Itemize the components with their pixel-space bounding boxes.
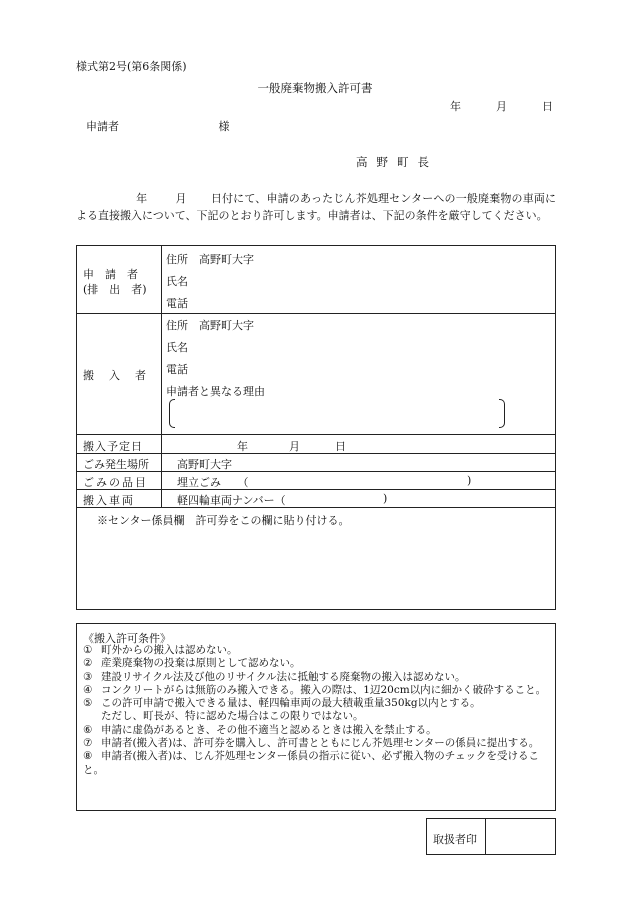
origin-label: ごみ発生場所 bbox=[83, 458, 149, 471]
conditions-list bbox=[83, 644, 553, 777]
form-number: 様式第2号(第6条関係) bbox=[76, 60, 187, 73]
applicant-name: 氏名 bbox=[166, 275, 188, 288]
carrier-phone: 電話 bbox=[166, 363, 188, 376]
origin-value: 高野町大字 bbox=[177, 458, 232, 471]
scheduled-day: 日 bbox=[335, 440, 346, 453]
item-close: ) bbox=[467, 474, 472, 487]
applicant-row-sublabel: (排 出 者) bbox=[83, 283, 147, 296]
applicant-phone: 電話 bbox=[166, 297, 188, 310]
vehicle-close: ) bbox=[383, 492, 388, 505]
carrier-address: 住所 高野町大字 bbox=[166, 319, 254, 332]
condition-item: ⑧ 申請者(搬入者)は、じん芥処理センター係員の指示に従い、必ず搬入物のチェックを受けること。 bbox=[83, 750, 539, 776]
intro-text bbox=[76, 190, 556, 224]
reason-bracket-open bbox=[169, 399, 175, 428]
permit-table bbox=[76, 245, 556, 610]
scheduled-month: 月 bbox=[289, 440, 300, 453]
date-day: 日 bbox=[542, 100, 553, 113]
carrier-reason-label: 申請者と異なる理由 bbox=[166, 385, 265, 398]
condition-item: ⑦ 申請者(搬入者)は、許可券を購入し、許可書とともにじん芥処理センターの係員に提出する。 bbox=[83, 737, 540, 750]
issuer: 高野町長 bbox=[356, 155, 438, 169]
date-month: 月 bbox=[496, 100, 507, 113]
carrier-name: 氏名 bbox=[166, 341, 188, 354]
conditions-title: 《搬入許可条件》 bbox=[83, 632, 171, 645]
handler-stamp-label: 取扱者印 bbox=[433, 833, 477, 846]
issue-date bbox=[450, 98, 553, 114]
condition-item: ② 産業廃棄物の投棄は原則として認めない。 bbox=[83, 657, 301, 670]
condition-item: ① 町外からの搬入は認めない。 bbox=[83, 644, 238, 656]
vehicle-label: 搬入車両 bbox=[83, 494, 135, 507]
permit-conditions bbox=[76, 623, 556, 811]
scheduled-date-label: 搬入予定日 bbox=[83, 440, 143, 453]
date-year: 年 bbox=[450, 100, 461, 113]
intro-month: 月 bbox=[175, 192, 187, 205]
carrier-row-label: 搬 入 者 bbox=[83, 369, 148, 382]
vehicle-value: 軽四輪車両ナンバー（ bbox=[177, 494, 286, 507]
applicant-label: 申請者 bbox=[86, 120, 119, 133]
scheduled-year: 年 bbox=[237, 440, 248, 453]
applicant-line bbox=[86, 118, 230, 134]
intro-year: 年 bbox=[136, 192, 148, 205]
applicant-suffix: 様 bbox=[218, 120, 230, 133]
condition-item: ⑤ この許可申請で搬入できる量は、軽四輪車両の最大積載重量350kg以内とする。 ただし、町長が、特に認めた場合はこの限りではない。 bbox=[83, 697, 481, 723]
applicant-address: 住所 高野町大字 bbox=[166, 253, 254, 266]
condition-item: ④ コンクリートがらは無筋のみ搬入できる。搬入の際は、1辺20cm以内に細かく破砕すること。 bbox=[83, 683, 547, 696]
reason-bracket-close bbox=[499, 399, 505, 428]
stamp-divider bbox=[485, 819, 486, 854]
intro-rest: 日付にて、申請のあったじん芥処理センターへの一般廃棄物の車両による直接搬入について、下記のとおり許可します。申請者は、下記の条件を厳守してください。 bbox=[76, 192, 557, 222]
item-value: 埋立ごみ （ bbox=[177, 476, 249, 489]
condition-item: ⑥ 申請に虚偽があるとき、その他不適当と認めるときは搬入を禁止する。 bbox=[83, 723, 437, 736]
handler-stamp-box bbox=[426, 818, 556, 855]
applicant-row-label: 申 請 者 bbox=[83, 268, 138, 281]
condition-item: ③ 建設リサイクル法及び他のリサイクル法に抵触する廃棄物の搬入は認めない。 bbox=[83, 670, 466, 683]
item-label: ごみの品目 bbox=[83, 476, 148, 489]
document-title: 一般廃棄物搬入許可書 bbox=[257, 81, 373, 95]
staff-note: ※センター係員欄 許可券をこの欄に貼り付ける。 bbox=[97, 514, 350, 527]
